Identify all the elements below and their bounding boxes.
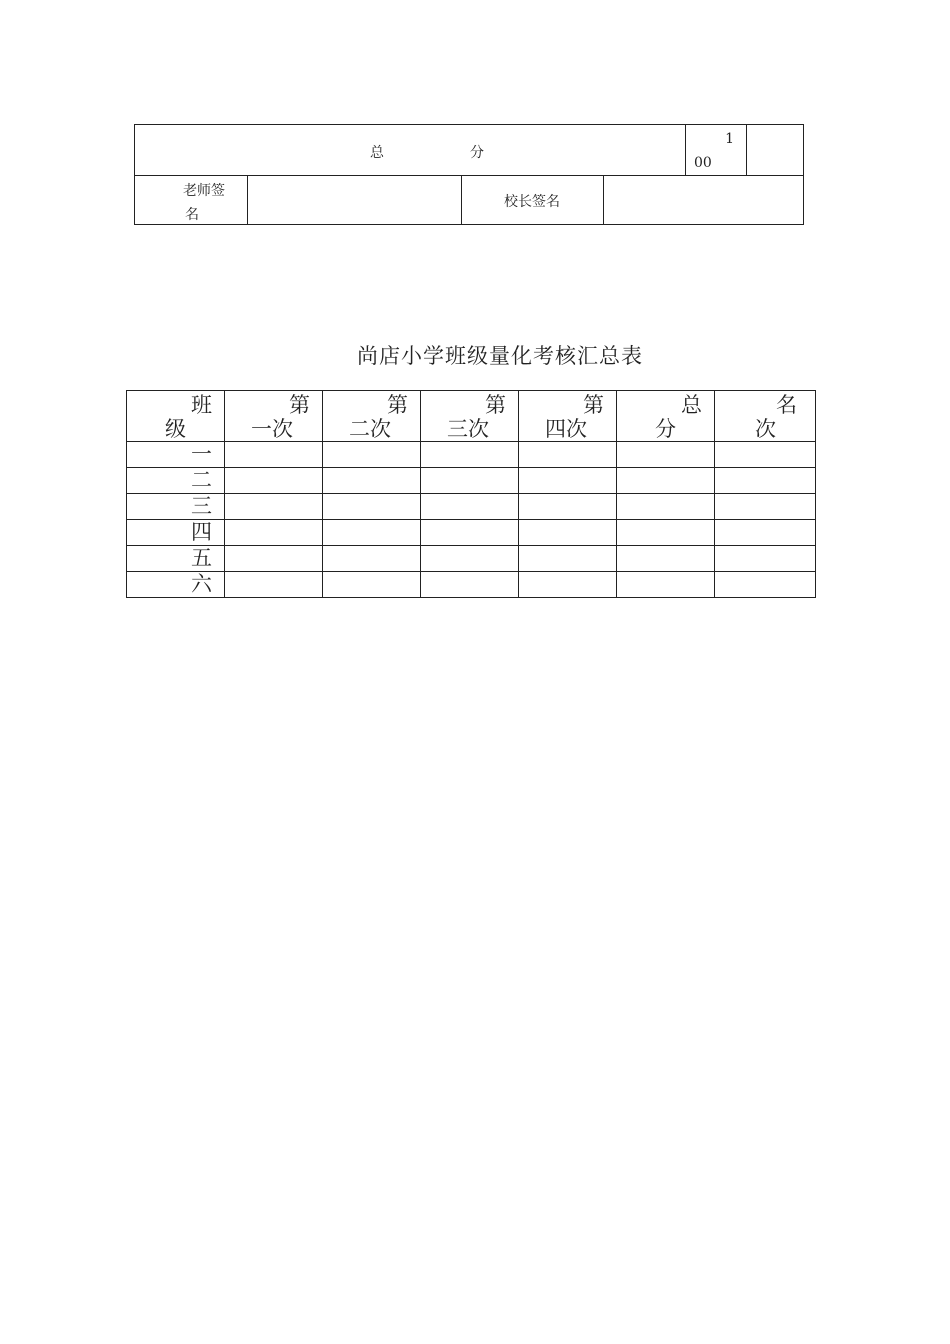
header-round-2-line: 二次: [349, 417, 391, 441]
teacher-signature-label-line: 名: [185, 207, 199, 223]
total-score-line: 1: [725, 131, 734, 147]
score-cell[interactable]: [225, 494, 323, 520]
header-total-line: 分: [655, 417, 676, 441]
header-round-1: [225, 391, 323, 442]
header-class-line: 班: [191, 393, 212, 417]
score-cell[interactable]: [519, 546, 617, 572]
header-round-1-line: 第: [289, 393, 310, 417]
total-cell[interactable]: [617, 520, 715, 546]
header-round-4-line: 四次: [545, 417, 587, 441]
total-cell[interactable]: [617, 494, 715, 520]
total-cell[interactable]: [617, 468, 715, 494]
header-round-3-line: 第: [485, 393, 506, 417]
summary-header-row: [127, 391, 816, 442]
score-cell[interactable]: [519, 442, 617, 468]
header-rank-line: 次: [755, 417, 776, 441]
teacher-signature-label: [135, 176, 248, 225]
class-label: 二: [191, 468, 212, 492]
score-cell[interactable]: [323, 468, 421, 494]
header-round-3: [421, 391, 519, 442]
score-cell[interactable]: [519, 572, 617, 598]
score-cell[interactable]: [323, 442, 421, 468]
total-cell[interactable]: [617, 442, 715, 468]
header-class: [127, 391, 225, 442]
score-cell[interactable]: [421, 494, 519, 520]
header-total-line: 总: [681, 393, 702, 417]
class-label: 三: [191, 494, 212, 518]
rank-cell[interactable]: [715, 442, 816, 468]
header-rank: [715, 391, 816, 442]
score-cell[interactable]: [421, 468, 519, 494]
score-cell[interactable]: [225, 546, 323, 572]
score-cell[interactable]: [519, 468, 617, 494]
table-row: [127, 546, 816, 572]
score-cell[interactable]: [421, 546, 519, 572]
class-cell: [127, 494, 225, 520]
table-row: [127, 468, 816, 494]
class-label: 五: [191, 546, 212, 570]
score-cell[interactable]: [421, 572, 519, 598]
score-cell[interactable]: [323, 546, 421, 572]
header-rank-line: 名: [776, 393, 797, 417]
total-score-line: 00: [694, 155, 712, 171]
total-label-part: 分: [470, 145, 484, 161]
rank-cell[interactable]: [715, 520, 816, 546]
rank-cell[interactable]: [715, 546, 816, 572]
class-cell: [127, 546, 225, 572]
rank-cell[interactable]: [715, 468, 816, 494]
table-row: [127, 494, 816, 520]
score-cell[interactable]: [225, 442, 323, 468]
header-round-1-line: 一次: [251, 417, 293, 441]
rank-cell[interactable]: [715, 572, 816, 598]
total-label-part: 总: [370, 145, 384, 161]
score-cell[interactable]: [519, 520, 617, 546]
score-table: [134, 124, 804, 176]
table-row: [127, 572, 816, 598]
summary-title: 尚店小学班级量化考核汇总表: [357, 344, 643, 368]
total-score-blank-cell[interactable]: [747, 125, 804, 176]
teacher-signature-field[interactable]: [248, 176, 462, 225]
score-cell[interactable]: [225, 572, 323, 598]
total-cell[interactable]: [617, 572, 715, 598]
class-cell: [127, 520, 225, 546]
class-label: 一: [191, 442, 212, 466]
score-cell[interactable]: [225, 468, 323, 494]
score-cell[interactable]: [225, 520, 323, 546]
total-score-cell: [686, 125, 747, 176]
header-round-2-line: 第: [387, 393, 408, 417]
principal-signature-field[interactable]: [604, 176, 804, 225]
teacher-signature-label-line: 老师签: [183, 183, 225, 199]
summary-table: [126, 390, 816, 598]
principal-signature-label: [462, 176, 604, 225]
header-round-4: [519, 391, 617, 442]
class-label: 六: [191, 572, 212, 596]
header-total: [617, 391, 715, 442]
class-label: 四: [191, 520, 212, 544]
score-cell[interactable]: [323, 494, 421, 520]
header-round-4-line: 第: [583, 393, 604, 417]
principal-signature-label-text: 校长签名: [504, 194, 560, 210]
header-round-2: [323, 391, 421, 442]
header-class-line: 级: [165, 417, 186, 441]
score-cell[interactable]: [519, 494, 617, 520]
table-row: [127, 442, 816, 468]
table-row: [127, 520, 816, 546]
class-cell: [127, 572, 225, 598]
score-cell[interactable]: [421, 520, 519, 546]
total-cell[interactable]: [617, 546, 715, 572]
class-cell: [127, 442, 225, 468]
score-cell[interactable]: [323, 572, 421, 598]
class-cell: [127, 468, 225, 494]
header-round-3-line: 三次: [447, 417, 489, 441]
score-cell[interactable]: [421, 442, 519, 468]
signature-table: [134, 175, 804, 225]
rank-cell[interactable]: [715, 494, 816, 520]
score-cell[interactable]: [323, 520, 421, 546]
total-label-cell: [135, 125, 686, 176]
